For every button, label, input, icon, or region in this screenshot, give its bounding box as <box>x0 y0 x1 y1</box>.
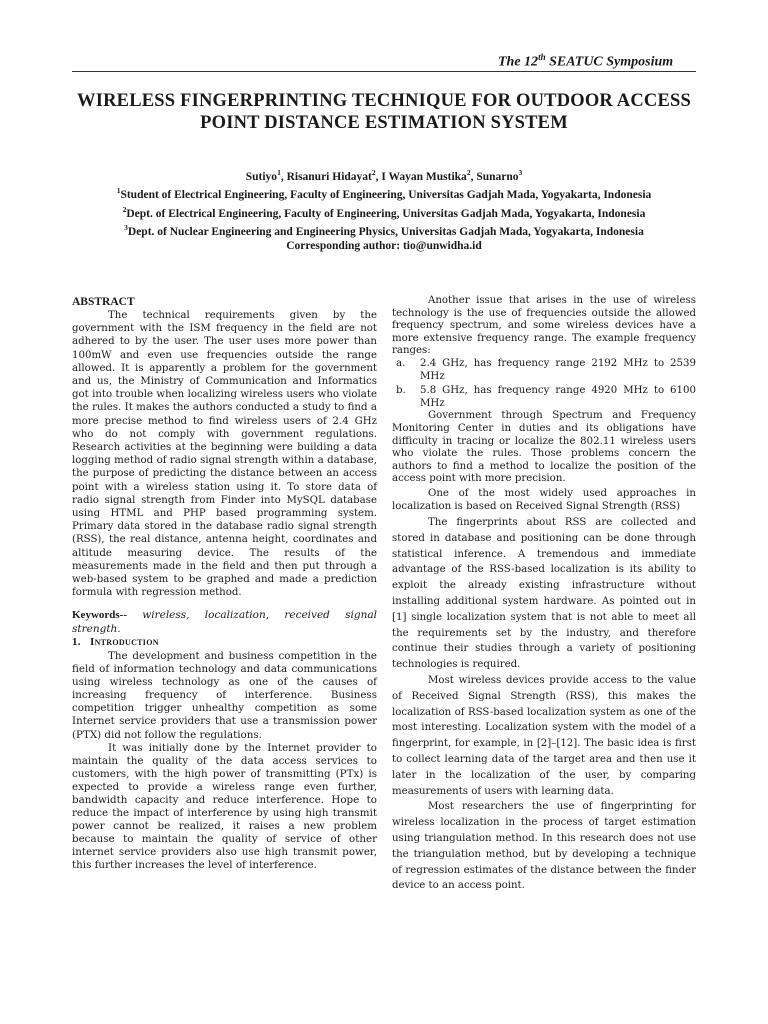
body-paragraph: The fingerprints about RSS are collected and stored in database and positioning can be done through statistical inference. A tremendous and immediate advantage of the RSS-based localization is its ability to exploit the already existing infrastructure without installing additional system hardware. As pointed out in [1] single localization system that is not able to meet all the requirements set by the industry, and therefore continue their studies through a variety of positioning technologies is required. <box>392 517 696 671</box>
list-item: a. 2.4 GHz, has frequency range 2192 MHz to 2539 MHz <box>396 357 696 382</box>
affiliation-1: $^1$Student of Electrical Engineering, Faculty of Engineering, Universitas Gadjah Mada, Yogyakarta, Indonesia <box>116 186 652 202</box>
paper-title: WIRELESS FINGERPRINTING TECHNIQUE FOR OUTDOOR ACCESS POINT DISTANCE ESTIMATION SYSTEM <box>77 91 691 133</box>
list-item: b. 5.8 GHz, has frequency range 4920 MHz to 6100 MHz <box>396 385 696 409</box>
abstract-text: The technical requirements given by the government with the ISM frequency in the field are not adhered to by the user. The user uses more power than 100mW and even use frequencies outside the range allowed. It is apparently a problem for the government and us, the Ministry of Communication and Informatics got into trouble when localizing wireless users who violate the rules. It makes the authors conducted a study to find a more precise method to find wireless users of 2.4 GHz who do not comply with government regulations. Research activities at the beginning were building a data logging method of radio signal strength within a database, the purpose of predicting the distance between an access point with a wireless station using it. To store data of radio signal strength from Finder into MySQL database using HTML and PHP based programming system. Primary data stored in the database radio signal strength (RSS), the real distance, antenna height, coordinates and altitude measuring device. The results of the measurements made in the field and then put through a web-based system to be graphed and made a prediction formula with regression method. <box>72 310 377 599</box>
keywords <box>72 609 377 636</box>
author-block <box>72 166 696 254</box>
body-paragraph: One of the most widely used approaches in localization is based on Received Signal Strength (RSS) <box>392 487 696 512</box>
header-rule <box>72 71 696 72</box>
body-paragraph: Another issue that arises in the use of wireless technology is the use of frequencies outside the allowed frequency spectrum, and some wireless devices have a more extensive frequency range. The example frequency ranges: <box>392 295 696 357</box>
intro-paragraph: It was initially done by the Internet provider to maintain the quality of the data access services to customers, with the high power of transmitting (PTx) is expected to provide a wireless range even further, bandwidth capacity and reduce interference. Hope to reduce the impact of interference by using high transmit power cannot be realized, it raises a new problem because to maintain the quality of service of other internet service providers also use high transmit power, this further increases the level of interference. <box>72 741 377 872</box>
abstract-heading: ABSTRACT <box>72 296 135 308</box>
body-paragraph: Most wireless devices provide access to the value of Received Signal Strength (RSS), this makes the localization of RSS-based localization system as one of the most interesting. Localization system with the model of a fingerprint, for example, in [2]–[12]. The basic idea is first to collect learning data of the target area and then use it later in the localization of the user, by comparing measurements of users with learning data. <box>392 675 696 797</box>
left-column <box>72 295 377 873</box>
section-heading-introduction: 1. Introduction <box>72 636 159 649</box>
affiliation-2: $^2$Dept. of Electrical Engineering, Faculty of Engineering, Universitas Gadjah Mada, Yogyakarta, Indonesia <box>122 204 646 220</box>
intro-paragraph: The development and business competition in the field of information technology and data communications using wireless technology as one of the causes of increasing frequency of interference. Business competition trigger unhealthy competition as some Internet service providers that use a transmission power (PTX) did not follow the regulations. <box>72 649 377 741</box>
frequency-list <box>392 358 696 410</box>
body-paragraph: Government through Spectrum and Frequency Monitoring Center in duties and its obligations have difficulty in tracing or localize the 802.11 wireless users who violate the rules. Those problems concern the authors to find a method to localize the position of the access point with more precision. <box>392 410 696 485</box>
affiliation-3: $^3$Dept. of Nuclear Engineering and Engineering Physics, Universitas Gadjah Mada, Yogyakarta, Indonesia <box>124 222 644 238</box>
corresponding-author: Corresponding author: tio@unwidha.id <box>286 240 482 253</box>
body-paragraph: Most researchers the use of fingerprinting for wireless localization in the process of target estimation using triangulation method. In this research does not use the triangulation method, but by developing a technique of regression estimates of the distance between the finder device to an access point. <box>392 801 696 892</box>
keywords-list: wireless, localization, received signal strength. <box>72 609 377 635</box>
right-column <box>392 295 696 894</box>
keywords-label: Keywords-- <box>72 609 127 622</box>
symposium-header: The 12th SEATUC Symposium <box>498 52 674 70</box>
author-list: Sutiyo$^1$, Risanuri Hidayat$^2$, I Wayan Mustika$^2$, Sunarno$^3$ <box>245 168 523 183</box>
